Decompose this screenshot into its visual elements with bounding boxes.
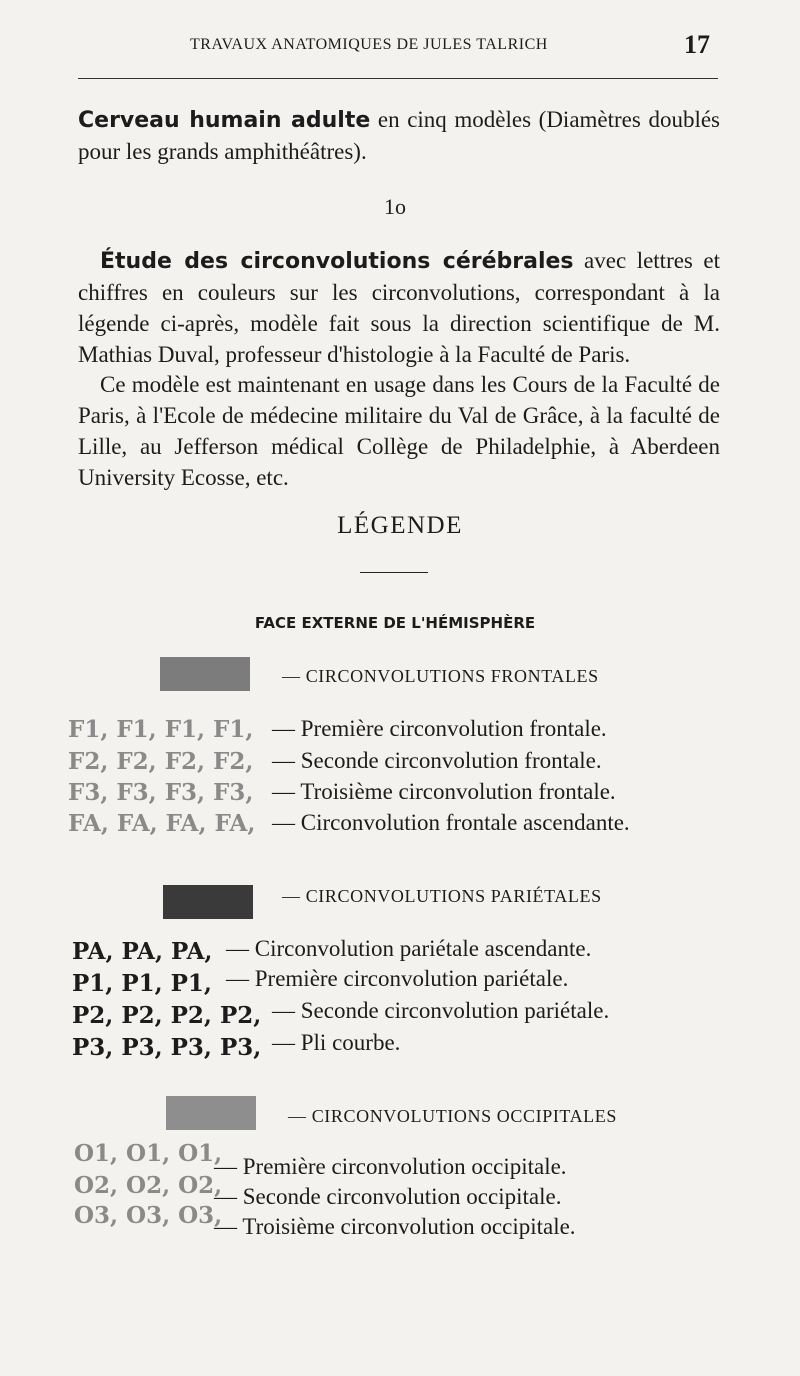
frontal-desc-3: — Troisième circonvolution frontale. [272,779,616,804]
occipital-abbr-2: O2, O2, O2, [74,1172,223,1199]
parietal-abbr-4: P3, P3, P3, P3, [72,1034,262,1061]
intro-text: en cinq modèles (Diamètres doublés pour les grands amphithéâtres). [78,107,720,164]
usage-paragraph [78,369,720,493]
occipital-desc-3: — Troisième circonvolution occipitale. [214,1214,576,1239]
occipital-abbr-1: O1, O1, O1, [74,1140,223,1167]
header-rule [78,78,718,79]
parietal-desc-2: — Première circonvolution pariétale. [226,966,569,991]
study-paragraph [78,245,720,370]
frontal-abbr-1: F1, F1, F1, F1, [68,716,254,743]
intro-bold-title: Cerveau humain adulte [78,108,371,133]
parietal-abbr-3: P2, P2, P2, P2, [72,1002,262,1029]
frontal-desc-4: — Circonvolution frontale ascendante. [272,810,630,835]
occipital-abbr-3: O3, O3, O3, [74,1202,223,1229]
frontal-desc-2: — Seconde circonvolution frontale. [272,748,602,773]
study-bold-title: Étude des circonvolutions cérébrales [100,249,574,274]
parietal-abbr-2: P1, P1, P1, [72,970,212,997]
parietal-desc-3: — Seconde circonvolution pariétale. [272,998,610,1023]
running-title: TRAVAUX ANATOMIQUES DE JULES TALRICH [190,36,548,53]
occipital-category-label: — CIRCONVOLUTIONS OCCIPITALES [288,1106,617,1126]
page-number: 17 [684,30,710,59]
occipital-color-swatch [166,1096,256,1130]
legend-title: LÉGENDE [337,512,463,539]
frontal-category-label: — CIRCONVOLUTIONS FRONTALES [282,666,599,686]
intro-paragraph [78,104,720,167]
occipital-desc-1: — Première circonvolution occipitale. [214,1154,567,1179]
legend-rule [360,572,428,573]
parietal-category-label: — CIRCONVOLUTIONS PARIÉTALES [282,886,602,906]
frontal-abbr-3: F3, F3, F3, F3, [68,779,254,806]
parietal-desc-1: — Circonvolution pariétale ascendante. [226,936,592,961]
parietal-desc-4: — Pli courbe. [272,1030,401,1055]
frontal-desc-1: — Première circonvolution frontale. [272,716,607,741]
face-title: FACE EXTERNE DE L'HÉMISPHÈRE [254,614,536,632]
parietal-abbr-1: PA, PA, PA, [72,938,213,965]
frontal-color-swatch [160,657,250,691]
frontal-abbr-2: F2, F2, F2, F2, [68,748,254,775]
study-text: avec lettres et chiffres en couleurs sur les circonvolutions, correspondant à la légende ci-après, modèle fait sous la direction scientifique de M. Mathias Duval, professeur d'histologie à la Faculté de Paris. [78,248,721,367]
usage-text: Ce modèle est maintenant en usage dans les Cours de la Faculté de Paris, à l'Ecole de médecine militaire du Val de Grâce, à la faculté de Lille, au Jefferson médical Collège de Philadelphie, à Aberdeen University Ecosse, etc. [78,372,720,490]
section-number: 1o [384,194,406,219]
frontal-abbr-4: FA, FA, FA, FA, [68,810,256,837]
occipital-desc-2: — Seconde circonvolution occipitale. [214,1184,562,1209]
parietal-color-swatch [163,885,253,919]
